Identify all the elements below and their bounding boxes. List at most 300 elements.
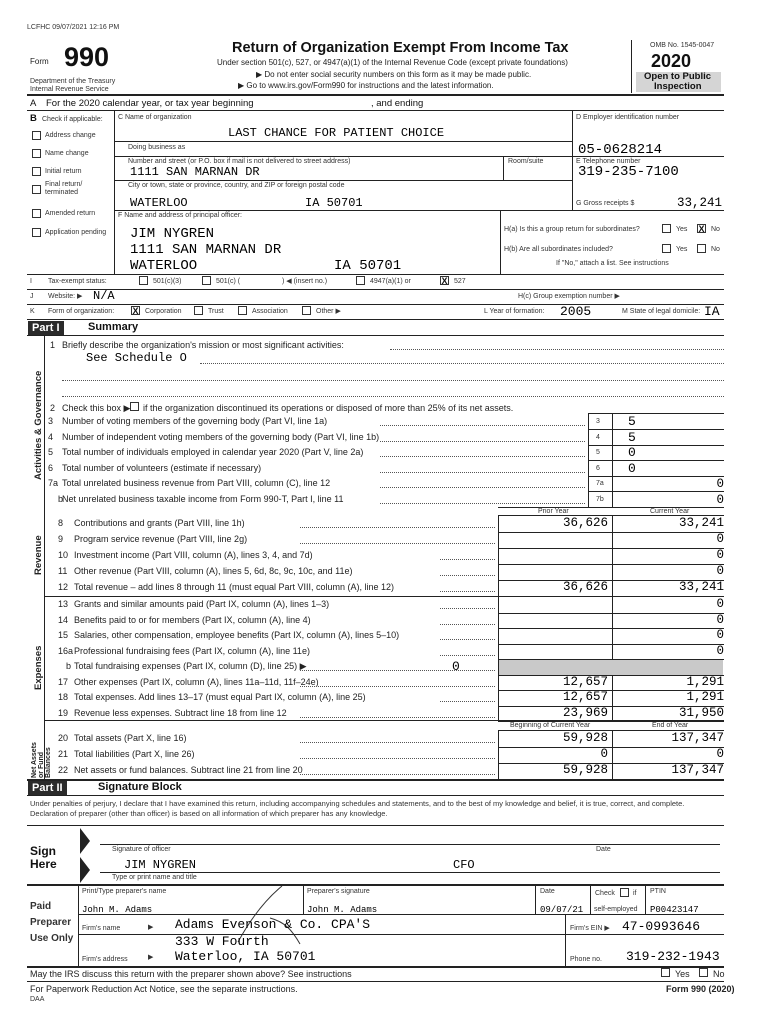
money-leader	[300, 686, 495, 687]
open-public-2: Inspection	[654, 81, 702, 92]
mission-value: See Schedule O	[86, 351, 187, 365]
money-leader	[300, 543, 495, 544]
money-col-1	[498, 564, 499, 580]
current-year-value: 0	[716, 564, 724, 578]
b-check-amended[interactable]	[32, 209, 41, 218]
org-city: WATERLOO	[130, 196, 188, 210]
money-leader	[440, 559, 495, 560]
prep-sig-label: Preparer's signature	[307, 888, 370, 895]
money-rule	[498, 628, 724, 629]
c-label: C Name of organization	[118, 114, 192, 121]
b-item-2: Name change	[45, 150, 89, 157]
money-line-text: Professional fundraising fees (Part IX, column (A), line 11e)	[74, 645, 310, 656]
money-col-1	[498, 763, 499, 779]
hb-yes: Yes	[676, 246, 688, 253]
org-street: 1111 SAN MARNAN DR	[130, 165, 260, 179]
ag-leader	[380, 456, 585, 457]
line-a-ending: , and ending	[371, 98, 424, 109]
i-opt-1: 501(c)(3)	[153, 278, 182, 285]
money-col-1	[498, 747, 499, 763]
discuss-text: May the IRS discuss this return with the preparer shown above? See instructions	[30, 969, 352, 979]
org-state-zip: IA 50701	[305, 196, 363, 210]
k-corp-box[interactable]: X	[132, 306, 139, 316]
money-col-1	[498, 690, 499, 706]
i-opt-2: 501(c) (	[216, 278, 241, 285]
b-check-pending[interactable]	[32, 228, 41, 237]
money-leader	[440, 575, 495, 576]
phone-value: 319-235-7100	[578, 164, 679, 180]
prior-year-value: 12,657	[562, 690, 608, 704]
ha-yes: Yes	[676, 226, 688, 233]
money-col-2	[612, 675, 613, 691]
room-label: Room/suite	[508, 158, 544, 165]
money-col-2	[612, 644, 613, 660]
money-leader	[440, 639, 495, 640]
ag-rule	[588, 460, 724, 461]
firm-address-2: Waterloo, IA 50701	[175, 949, 316, 964]
phone-no-label: Phone no.	[570, 956, 602, 963]
sign-arrow-2	[80, 857, 90, 883]
money-rule	[498, 596, 724, 597]
firm-name: Adams Evenson & Co. CPA'S	[175, 917, 371, 932]
shaded-cell	[499, 660, 723, 675]
firm-ein: 47-0993646	[622, 919, 701, 934]
money-line-text: Contributions and grants (Part VIII, line 1h)	[74, 518, 245, 528]
i-527-box[interactable]: X	[441, 276, 448, 286]
firm-ein-label: Firm's EIN ▶	[570, 925, 610, 932]
k-assoc-box[interactable]	[238, 306, 247, 315]
money-line-text: Total revenue – add lines 8 through 11 (must equal Part VIII, column (A), line 12)	[74, 582, 395, 592]
ag-leader	[380, 487, 585, 488]
money-col-2	[612, 548, 613, 564]
money-col-1	[498, 532, 499, 548]
i-label: I	[30, 278, 32, 285]
sign-arrow-1	[80, 828, 90, 854]
prior-year-value: 12,657	[562, 674, 608, 689]
current-year-value: 1,291	[686, 690, 724, 704]
hb-note: If "No," attach a list. See instructions	[556, 260, 669, 267]
side-expenses: Expenses	[33, 645, 44, 690]
money-line-text: Grants and similar amounts paid (Part IX, column (A), lines 1–3)	[74, 599, 330, 609]
part2-title: Signature Block	[98, 781, 182, 793]
money-line-text: Benefits paid to or for members (Part IX, column (A), line 4)	[74, 614, 311, 625]
ag-box-no: 3	[596, 418, 600, 425]
i-text: Tax-exempt status:	[48, 278, 107, 285]
money-col-1	[498, 516, 499, 532]
form-label: Form	[30, 57, 49, 66]
ag-value: 0	[716, 477, 724, 491]
ag-line-text: Total number of volunteers (estimate if necessary)	[62, 462, 262, 473]
firm-address-label: Firm's address	[82, 956, 128, 963]
ag-value: 0	[628, 445, 636, 460]
ag-leader	[380, 472, 585, 473]
ein-value: 05-0628214	[578, 142, 663, 158]
ag-divider-2	[612, 461, 613, 476]
current-year-value: 33,241	[678, 580, 724, 594]
self-emp-label: self-employed	[594, 906, 638, 913]
discuss-no: No	[713, 969, 725, 979]
hb-yes-box[interactable]	[662, 244, 671, 253]
print-stamp: LCFHC 09/07/2021 12:16 PM	[27, 24, 120, 31]
b-check-final[interactable]	[32, 185, 41, 194]
money-rule	[498, 564, 724, 565]
money-line-no: 13	[58, 599, 69, 609]
money-line-no: 16a	[58, 645, 74, 656]
sign-2: Here	[30, 857, 57, 871]
i-501c-box[interactable]	[202, 276, 211, 285]
part2-label: Part II	[28, 781, 67, 795]
money-col-2	[612, 706, 613, 722]
money-col-2	[612, 747, 613, 763]
money-line-text: Other expenses (Part IX, column (A), lines 11a–11d, 11f–24e)	[74, 676, 319, 687]
money-col-2	[612, 763, 613, 779]
prep-label-2: Preparer	[30, 917, 72, 928]
tax-year: 2020	[651, 51, 692, 71]
ag-divider-1	[588, 492, 589, 507]
j-text: Website: ▶	[48, 293, 83, 300]
ag-divider-1	[588, 476, 589, 491]
prep-label-1: Paid	[30, 901, 52, 912]
money-col-1	[498, 597, 499, 613]
current-year-value: 0	[716, 597, 724, 611]
money-col-1	[498, 580, 499, 596]
phone-label: E Telephone number	[576, 158, 641, 165]
side-activities: Activities & Governance	[33, 370, 44, 480]
money-line-text: Other revenue (Part VIII, column (A), lines 5, 6d, 8c, 9c, 10c, and 11e)	[74, 566, 353, 576]
prior-year-value: 23,969	[562, 705, 608, 720]
street-label: Number and street (or P.O. box if mail is not delivered to street address)	[128, 158, 351, 165]
inline-value: 0	[452, 659, 460, 674]
prep-name: John M. Adams	[82, 905, 153, 915]
current-year-value: 0	[716, 532, 724, 546]
ag-line-text: Total number of individuals employed in calendar year 2020 (Part V, line 2a)	[62, 447, 364, 457]
ha-yes-box[interactable]	[662, 224, 671, 233]
money-col-1	[498, 613, 499, 629]
org-name: LAST CHANCE FOR PATIENT CHOICE	[228, 126, 445, 140]
form-subtitle: Under section 501(c), 527, or 4947(a)(1) of the Internal Revenue Code (except private foundations)	[217, 58, 568, 67]
ein-label: D Employer identification number	[576, 114, 680, 121]
dept-line-1: Department of the Treasury	[30, 78, 116, 85]
k-other-box[interactable]	[302, 306, 311, 315]
ag-line-text: Number of voting members of the governing body (Part VI, line 1a)	[62, 416, 328, 426]
ag-rule	[588, 507, 724, 508]
b-check-address[interactable]	[32, 131, 41, 140]
money-col-2	[612, 597, 613, 613]
discuss-yes: Yes	[675, 969, 690, 979]
daa-text: DAA	[30, 996, 45, 1003]
i-opt-4: 4947(a)(1) or	[370, 278, 411, 285]
if-label: if	[633, 890, 637, 897]
line2-no: 2	[50, 403, 56, 413]
prior-year-value: 36,626	[562, 516, 608, 530]
ag-line-no: 4	[48, 431, 54, 442]
money-line-text: Total expenses. Add lines 13–17 (must equal Part IX, column (A), line 25)	[74, 692, 366, 702]
i-4947-box[interactable]	[356, 276, 365, 285]
money-col-2	[612, 564, 613, 580]
current-year-value: 0	[716, 612, 724, 627]
officer-sig-label: Signature of officer	[112, 846, 171, 853]
money-leader	[300, 670, 495, 671]
ag-value: 5	[628, 414, 636, 429]
money-leader	[300, 758, 495, 759]
ag-line-no: 7a	[48, 478, 59, 488]
money-line-no: 9	[58, 534, 64, 544]
money-line-text: Net assets or fund balances. Subtract line 21 from line 20	[74, 765, 303, 775]
prep-signature: John M. Adams	[307, 905, 378, 915]
k-opt-2: Trust	[208, 308, 224, 315]
current-year-value: 1,291	[686, 674, 724, 689]
money-col-1	[498, 644, 499, 660]
prep-name-label: Print/Type preparer's name	[82, 888, 167, 895]
line2-text-a: Check this box ▶	[62, 403, 131, 413]
money-line-no: 15	[58, 630, 69, 640]
city-label: City or town, state or province, country, and ZIP or foreign postal code	[128, 182, 345, 189]
money-rule	[498, 721, 724, 722]
money-line-no: 8	[58, 518, 64, 528]
money-line-no: 17	[58, 676, 69, 687]
money-line-no: 18	[58, 692, 69, 702]
address-arrow: ▶	[148, 954, 154, 961]
form-title: Return of Organization Exempt From Income Tax	[232, 40, 569, 56]
money-col-1	[498, 706, 499, 722]
line-a-label: A	[30, 98, 37, 109]
b-title: Check if applicable:	[42, 116, 103, 123]
line2-text-b: if the organization discontinued its operations or disposed of more than 25% of its net assets.	[143, 403, 514, 413]
type-name-label: Type or print name and title	[112, 874, 197, 881]
b-check-initial[interactable]	[32, 167, 41, 176]
check-label: Check	[595, 890, 615, 897]
perjury-text: Under penalties of perjury, I declare that I have examined this return, including accompanying schedules and statements, and to the best of my knowledge and belief, it is true, correct, and complete. Declaration of preparer (other than officer) is based on all information of which preparer has any knowledge.	[30, 799, 685, 818]
self-employed-box[interactable]	[620, 888, 629, 897]
money-leader	[300, 717, 495, 718]
officer-city: WATERLOO	[130, 258, 198, 274]
ag-rule	[588, 429, 724, 430]
prep-date: 09/07/21	[540, 905, 584, 915]
gross-value: 33,241	[676, 196, 722, 210]
b-item-5: Amended return	[45, 210, 96, 217]
k-trust-box[interactable]	[194, 306, 203, 315]
ag-divider-1	[588, 430, 589, 445]
ag-value: 5	[628, 429, 636, 445]
money-rule	[498, 613, 724, 614]
ssn-note: ▶ Do not enter social security numbers on this form as it may be made public.	[256, 70, 532, 79]
current-year-value: 33,241	[678, 516, 724, 530]
line1-no: 1	[50, 340, 56, 350]
j-label: J	[30, 293, 34, 300]
form-footer: Form 990 (2020)	[666, 984, 735, 994]
money-col-2	[612, 580, 613, 596]
ag-box-no: 7a	[596, 480, 604, 487]
ha-text: H(a) Is this a group return for subordinates?	[504, 226, 640, 233]
signer-name: JIM NYGREN	[124, 858, 197, 872]
dept-line-2: Internal Revenue Service	[30, 86, 109, 93]
money-col-1	[498, 548, 499, 564]
ag-leader	[380, 441, 585, 442]
money-line-no: 21	[58, 749, 69, 759]
money-col-2	[612, 613, 613, 629]
money-rule	[498, 644, 724, 645]
ag-line-no: b	[58, 493, 64, 504]
ag-line-no: 3	[48, 416, 54, 426]
money-leader	[440, 608, 495, 609]
officer-name: JIM NYGREN	[130, 226, 215, 242]
part1-label: Part I	[28, 321, 64, 335]
ag-rule	[588, 491, 724, 492]
ag-divider-2	[612, 476, 613, 491]
current-year-value: 0	[716, 747, 724, 761]
ag-box-no: 6	[596, 464, 600, 472]
line1-text: Briefly describe the organization's mission or most significant activities:	[62, 340, 344, 350]
money-line-no: b	[66, 661, 72, 671]
side-revenue: Revenue	[33, 535, 44, 575]
money-col-2	[612, 690, 613, 706]
ag-value: 0	[716, 492, 724, 507]
k-opt-4: Other ▶	[316, 308, 341, 315]
money-col-1	[498, 731, 499, 747]
money-leader	[440, 701, 495, 702]
m-label: M State of legal domicile:	[622, 308, 701, 315]
current-year-value: 0	[716, 628, 724, 642]
col-current-year: Current Year	[650, 508, 690, 515]
money-line-text: Salaries, other compensation, employee benefits (Part IX, column (A), lines 5–10)	[74, 630, 400, 640]
prep-label-3: Use Only	[30, 933, 74, 944]
ag-leader	[380, 503, 585, 504]
line2-box[interactable]	[130, 402, 139, 411]
hb-text: H(b) Are all subordinates included?	[504, 246, 613, 253]
money-line-text: Program service revenue (Part VIII, line 2g)	[74, 534, 248, 544]
open-public-1: Open to Public	[644, 71, 712, 82]
current-year-value: 0	[716, 643, 724, 658]
part1-title: Summary	[88, 321, 139, 333]
line-a-text: For the 2020 calendar year, or tax year beginning	[46, 98, 254, 109]
ag-divider-1	[588, 414, 589, 429]
prior-year-value: 59,928	[562, 731, 608, 745]
ag-line-text: Net unrelated business taxable income from Form 990-T, Part I, line 11	[62, 493, 344, 504]
b-item-4: Final return/ terminated	[45, 181, 83, 196]
ptin-value: P00423147	[650, 905, 699, 915]
money-line-text: Total fundraising expenses (Part IX, column (D), line 25) ▶	[74, 661, 307, 671]
signer-title: CFO	[453, 858, 475, 872]
col-end: End of Year	[652, 722, 689, 729]
money-rule	[498, 532, 724, 533]
money-line-no: 14	[58, 614, 69, 625]
pra-text: For Paperwork Reduction Act Notice, see the separate instructions.	[30, 984, 298, 994]
i-opt-5: 527	[454, 278, 466, 285]
b-item-6: Application pending	[45, 229, 107, 236]
b-item-1: Address change	[45, 132, 96, 139]
irs-link-note: ▶ Go to www.irs.gov/Form990 for instructions and the latest information.	[238, 81, 494, 90]
ptin-label: PTIN	[650, 888, 666, 895]
i-opt-3: ) ◀ (insert no.)	[282, 278, 328, 285]
form-number: 990	[64, 42, 110, 72]
money-line-no: 11	[58, 566, 68, 576]
officer-state-zip: IA 50701	[334, 258, 402, 274]
money-leader	[300, 774, 495, 775]
prep-date-label: Date	[540, 888, 555, 895]
ag-divider-2	[612, 445, 613, 460]
dba-label: Doing business as	[128, 144, 186, 151]
f-label: F Name and address of principal officer:	[118, 212, 242, 219]
current-year-value: 137,347	[671, 731, 724, 745]
ag-value: 0	[628, 460, 636, 476]
hc-text: H(c) Group exemption number ▶	[518, 293, 620, 300]
k-opt-3: Association	[252, 308, 288, 315]
sign-1: Sign	[30, 844, 56, 858]
officer-street: 1111 SAN MARNAN DR	[130, 242, 282, 258]
money-leader	[300, 742, 495, 743]
ha-no: No	[711, 226, 720, 233]
b-label: B	[30, 113, 37, 124]
ag-box-no: 4	[596, 433, 600, 441]
hb-no-box[interactable]	[697, 244, 706, 253]
ag-box-no: 5	[596, 449, 600, 456]
money-leader	[440, 624, 495, 625]
ag-box-no: 7b	[596, 495, 604, 503]
year-formation: 2005	[560, 304, 592, 319]
money-line-no: 20	[58, 733, 69, 743]
money-col-1	[498, 675, 499, 691]
prior-year-value: 59,928	[562, 763, 608, 777]
money-line-no: 10	[58, 550, 69, 560]
money-rule	[498, 747, 724, 748]
gross-label: G Gross receipts $	[576, 200, 635, 207]
current-year-value: 0	[716, 548, 724, 562]
current-year-value: 31,950	[678, 705, 724, 720]
firm-address-1: 333 W Fourth	[175, 934, 269, 949]
prior-year-value: 0	[600, 747, 608, 761]
money-line-text: Revenue less expenses. Subtract line 18 from line 12	[74, 707, 287, 718]
current-year-value: 137,347	[671, 763, 724, 777]
prior-year-value: 36,626	[562, 580, 608, 594]
money-rule	[498, 779, 724, 780]
money-leader	[440, 655, 495, 656]
ha-no-box[interactable]: X	[698, 224, 705, 234]
preparer-phone: 319-232-1943	[626, 949, 720, 964]
money-col-1	[498, 628, 499, 644]
b-check-name[interactable]	[32, 149, 41, 158]
i-501c3-box[interactable]	[139, 276, 148, 285]
money-line-text: Total liabilities (Part X, line 26)	[74, 749, 195, 759]
money-line-no: 19	[58, 707, 69, 718]
money-rule	[498, 548, 724, 549]
ag-rule	[588, 445, 724, 446]
ag-line-no: 6	[48, 462, 54, 473]
ag-line-text: Total unrelated business revenue from Part VIII, column (C), line 12	[62, 478, 331, 488]
discuss-no-box[interactable]	[699, 968, 708, 977]
omb-number: OMB No. 1545-0047	[650, 42, 715, 49]
money-line-text: Total assets (Part X, line 16)	[74, 733, 187, 743]
money-col-2	[612, 628, 613, 644]
col-beginning: Beginning of Current Year	[510, 722, 591, 729]
ag-rule	[588, 476, 724, 477]
ag-leader	[380, 425, 585, 426]
b-item-3: Initial return	[45, 168, 82, 175]
k-label: K	[30, 308, 35, 315]
k-text: Form of organization:	[48, 308, 115, 315]
money-leader	[300, 527, 495, 528]
k-opt-1: Corporation	[145, 308, 182, 315]
ag-line-no: 5	[48, 447, 54, 457]
side-net-assets: Net Assets or Fund Balances	[31, 742, 52, 778]
state-domicile: IA	[704, 304, 720, 319]
money-col-2	[612, 532, 613, 548]
ag-line-text: Number of independent voting members of the governing body (Part VI, line 1b)	[62, 431, 380, 442]
discuss-yes-box[interactable]	[661, 968, 670, 977]
ag-divider-1	[588, 461, 589, 476]
money-col-2	[612, 731, 613, 747]
l-label: L Year of formation:	[484, 308, 545, 315]
ag-divider-2	[612, 430, 613, 445]
